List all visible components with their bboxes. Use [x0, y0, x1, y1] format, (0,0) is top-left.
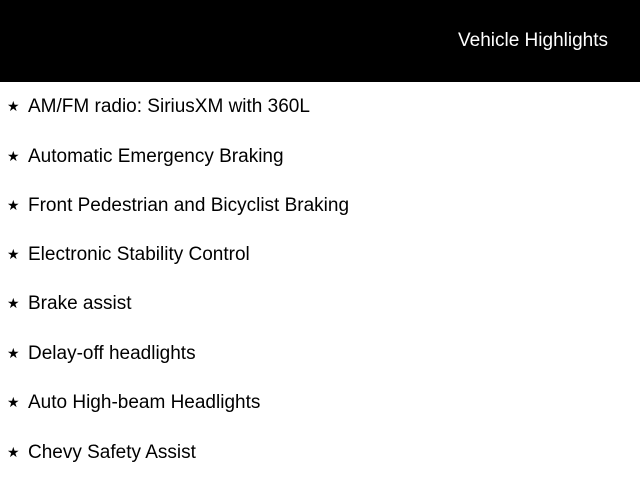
star-icon: ★	[7, 247, 20, 263]
list-item-label: Electronic Stability Control	[28, 244, 250, 265]
list-item	[0, 146, 640, 172]
star-icon: ★	[7, 198, 20, 214]
header-bar	[0, 0, 640, 82]
list-item-label: Auto High-beam Headlights	[28, 392, 261, 413]
list-item-label: Delay-off headlights	[28, 343, 196, 364]
star-icon: ★	[7, 445, 20, 461]
list-item	[0, 343, 640, 369]
list-item	[0, 293, 640, 319]
list-item	[0, 392, 640, 418]
list-item-label: Brake assist	[28, 293, 132, 314]
list-item-label: Chevy Safety Assist	[28, 442, 196, 463]
list-item	[0, 244, 640, 270]
list-item	[0, 442, 640, 468]
star-icon: ★	[7, 149, 20, 165]
list-item-label: Automatic Emergency Braking	[28, 146, 284, 167]
star-icon: ★	[7, 395, 20, 411]
page-title: Vehicle Highlights	[458, 30, 608, 51]
star-icon: ★	[7, 296, 20, 312]
list-item	[0, 96, 640, 122]
star-icon: ★	[7, 99, 20, 115]
list-item	[0, 195, 640, 221]
list-item-label: AM/FM radio: SiriusXM with 360L	[28, 96, 310, 117]
list-item-label: Front Pedestrian and Bicyclist Braking	[28, 195, 350, 216]
star-icon: ★	[7, 346, 20, 362]
